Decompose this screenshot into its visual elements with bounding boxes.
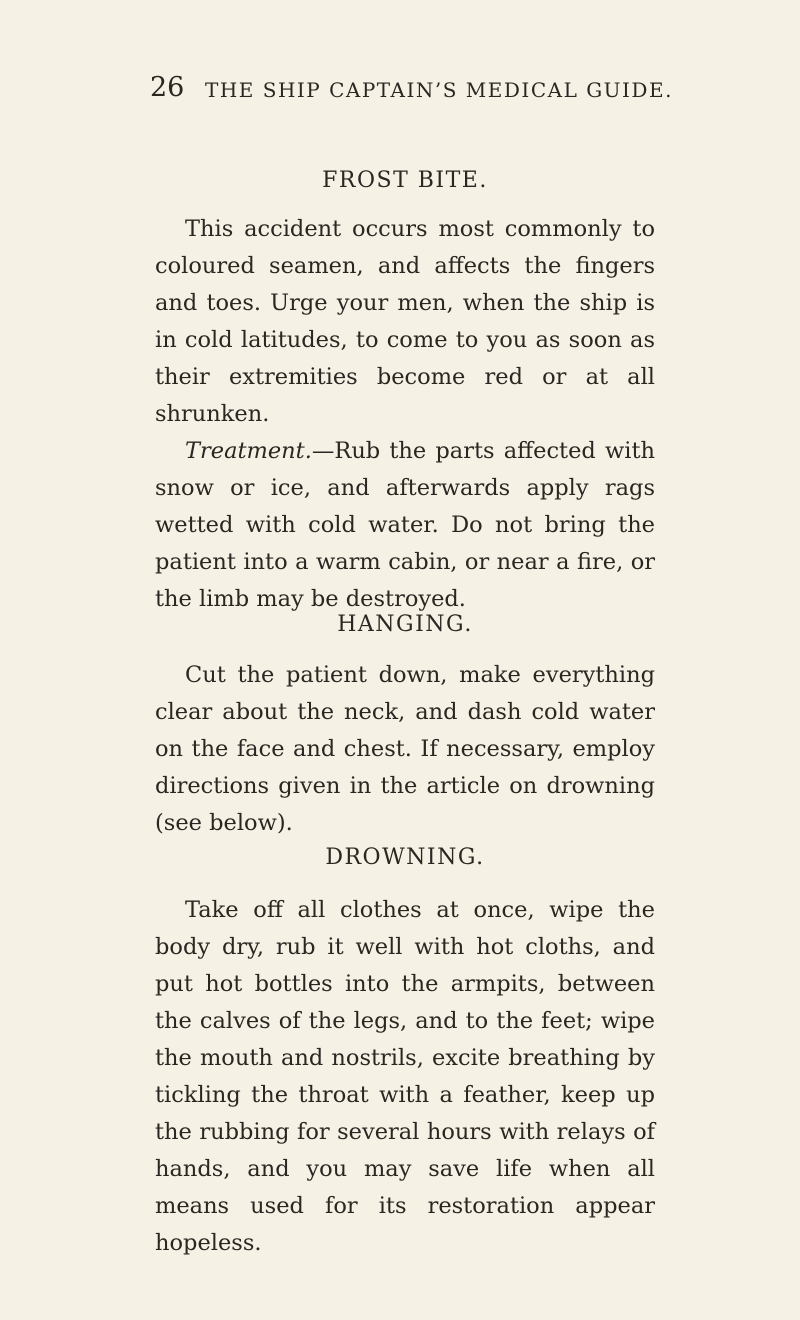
- section-frost-bite: [155, 168, 655, 618]
- section-hanging: [155, 612, 655, 842]
- paragraph-frost-bite-intro: This accident occurs most commonly to coloured seamen, and affects the fingers and toes. Urge your men, when the ship is in cold latitudes, to come to you as soon as their extremities become red or at all shrunken.: [155, 216, 655, 427]
- page-number: 26: [150, 72, 185, 103]
- treatment-label: Treatment.: [185, 438, 312, 464]
- section-heading-drowning: DROWNING.: [325, 845, 485, 870]
- running-title: THE SHIP CAPTAIN’S MEDICAL GUIDE.: [205, 78, 673, 102]
- section-heading-frost-bite: FROST BITE.: [322, 168, 488, 193]
- treatment-text: —Rub the parts affected with snow or ice, and afterwards apply rags wetted with cold water. Do not bring the patient into a warm cabin, or near a fire, or the limb may be destroyed.: [155, 438, 655, 612]
- section-heading-hanging: HANGING.: [337, 612, 473, 637]
- paragraph-drowning: Take off all clothes at once, wipe the body dry, rub it well with hot cloths, and put hot bottles into the armpits, between the calves of the legs, and to the feet; wipe the mouth and nostrils, excite breathing by tickling the throat with a feather, keep up the rubbing for several hours with relays of hands, and you may save life when all means used for its restoration appear hopeless.: [155, 897, 655, 1256]
- section-drowning: [155, 845, 655, 1262]
- paragraph-hanging: Cut the patient down, make everything clear about the neck, and dash cold water on the face and chest. If necessary, employ directions given in the article on drowning (see below).: [155, 662, 655, 836]
- paragraph-frost-bite-treatment: [155, 433, 655, 618]
